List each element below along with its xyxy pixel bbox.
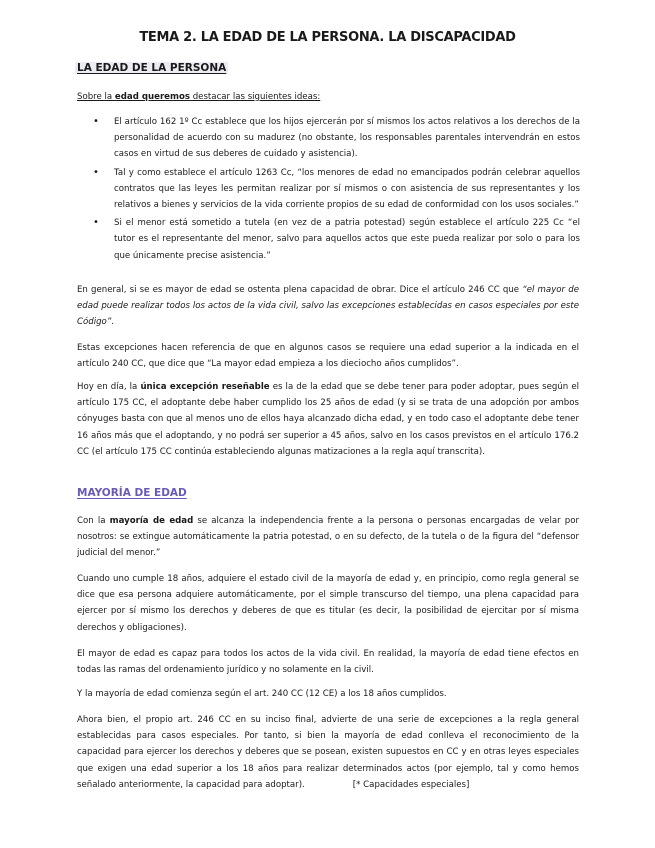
- list-item: • Tal y como establece el artículo 1263 Cc, “los menores de edad no emancipados podrán celebrar aquellos contratos que las leyes les permitan realizar por sí mismos o con asistencia de sus representantes y los relativos a bienes y servicios de la vida corriente propios de su edad de conformidad con los usos sociales.”: [90, 165, 580, 214]
- page-title: TEMA 2. LA EDAD DE LA PERSONA. LA DISCAPACIDAD: [139, 30, 516, 45]
- list-item: • El artículo 162 1º Cc establece que los hijos ejercerán por sí mismos los actos relativos a los derechos de la personalidad de acuerdo con su madurez (no obstante, los responsables parentales intervendrán en estos casos en virtud de sus deberes de cuidado y asistencia).: [90, 114, 580, 163]
- paragraph-independencia: [77, 513, 579, 562]
- ideas-bullet-list: [90, 114, 580, 266]
- p4-text-c: se alcanza la independencia frente a la persona o personas encargadas de velar por nosotros: se extingue automáticamente la patria potestad, o en su defecto, de la tutela o de la figura del “defensor judicial del menor.”: [77, 516, 579, 559]
- section-heading-mayoria-edad: MAYORÍA DE EDAD: [77, 487, 187, 499]
- list-item: • Si el menor está sometido a tutela (en vez de a patria potestad) según establece el artículo 225 Cc “el tutor es el representante del menor, salvo para aquellos actos que este pueda realizar por solo o para los que únicamente precise asistencia.”: [90, 215, 580, 264]
- p1-quote: “el mayor de edad puede realizar todos los actos de la vida civil, salvo las excepciones establecidas en casos especiales por este Código”: [77, 285, 579, 328]
- capacidades-especiales-note: [* Capacidades especiales]: [352, 779, 470, 790]
- p4-bold: mayoría de edad: [109, 516, 194, 526]
- paragraph-capacidad-obrar: [77, 282, 579, 331]
- p1-text-c: .: [111, 317, 115, 328]
- p4-text-a: Con la: [77, 516, 110, 526]
- intro-text-bold: edad queremos: [114, 92, 190, 102]
- p3-text-c: es la de la edad que se debe tener para poder adoptar, pues según el artículo 175 CC, el adoptante debe haber cumplido los 25 años de edad (y si se trata de una adopción por ambos cónyuges basta con que al menos uno de ellos haya alcanzado dicha edad, y en todo caso el adoptante debe tener 16 años más que el adoptando, y no podrá ser superior a 45 años, salvo en los casos previstos en el artículo 176.2 CC (el artículo 175 CC continúa estableciendo algunas matizaciones a la regla aquí transcrita).: [77, 382, 579, 457]
- intro-text-a: Sobre la: [77, 92, 115, 102]
- paragraph-comienzo: Y la mayoría de edad comienza según el art. 240 CC (12 CE) a los 18 años cumplidos.: [77, 689, 447, 699]
- paragraph-excepciones: Estas excepciones hacen referencia de que en algunos casos se requiere una edad superior a la indicada en el artículo 240 CC, que dice que “La mayor edad empieza a los dieciocho años cumplidos”.: [77, 343, 579, 370]
- intro-paragraph: [77, 89, 579, 105]
- paragraph-excepciones-generales: [77, 712, 579, 793]
- p1-text-a: En general, si se es mayor de edad se ostenta plena capacidad de obrar. Dice el artículo 246 CC que: [77, 285, 523, 295]
- intro-text-c: destacar las siguientes ideas:: [189, 92, 321, 102]
- p8-text: Ahora bien, el propio art. 246 CC en su inciso final, advierte de una serie de excepciones a la regla general establecidas para casos especiales. Por tanto, si bien la mayoría de edad conlleva el reconocimiento de la capacidad para ejercer los derechos y deberes que se posean, existen supuestos en CC y en otras leyes especiales que exigen una edad superior a los 18 años para realizar determinados actos (por ejemplo, tal y como hemos señalado anteriormente, la capacidad para adoptar).: [77, 715, 579, 790]
- paragraph-vida-civil: El mayor de edad es capaz para todos los actos de la vida civil. En realidad, la mayoría de edad tiene efectos en todas las ramas del ordenamiento jurídico y no solamente en la civil.: [77, 649, 579, 676]
- p3-text-a: Hoy en día, la: [77, 382, 141, 392]
- section-heading-edad-persona: LA EDAD DE LA PERSONA: [77, 62, 227, 74]
- p3-bold: única excepción reseñable: [140, 382, 270, 392]
- paragraph-excepcion-adopcion: [77, 379, 579, 460]
- paragraph-estado-civil: Cuando uno cumple 18 años, adquiere el estado civil de la mayoría de edad y, en principio, como regla general se dice que esa persona adquiere automáticamente, por el simple transcurso del tiempo, una plena capacidad para ejercer por sí mismo los derechos y deberes de que es titular (es decir, la posibilidad de ejercitar por sí misma derechos y obligaciones).: [77, 574, 579, 633]
